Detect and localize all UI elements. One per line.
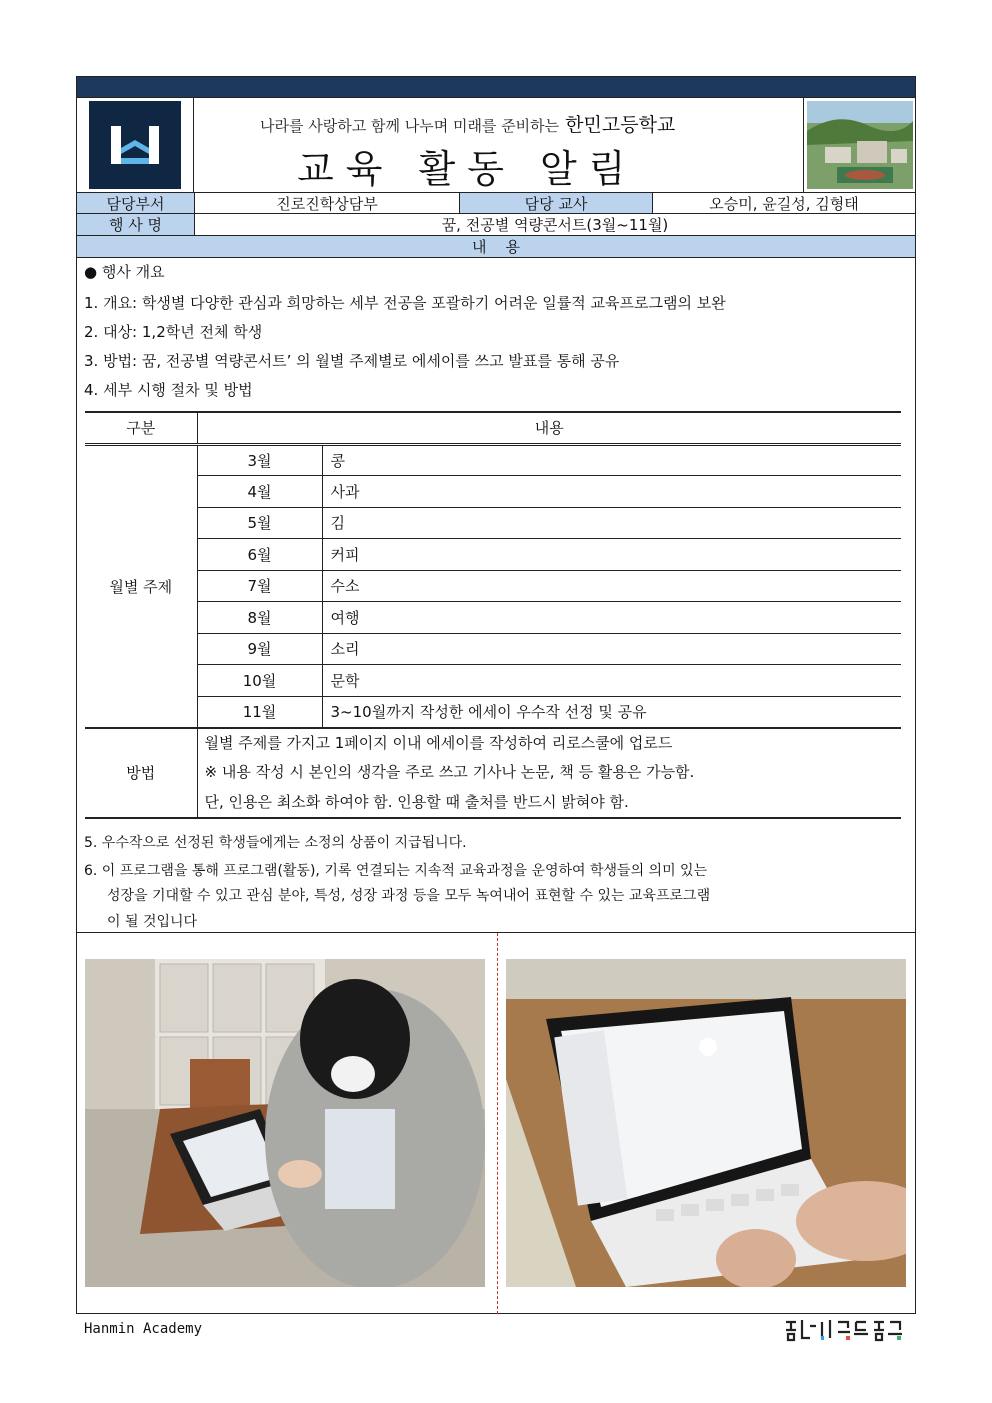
footer-school-logo <box>784 1316 908 1346</box>
month-cell: 5월 <box>197 507 322 539</box>
plan-table <box>85 411 901 819</box>
event-label: 행 사 명 <box>77 214 194 235</box>
school-name: 한민고등학교 <box>565 114 676 136</box>
month-cell: 8월 <box>197 602 322 634</box>
topic-cell: 커피 <box>322 539 901 571</box>
top-bar <box>77 77 915 97</box>
teacher-value: 오승미, 윤길성, 김형태 <box>652 193 915 213</box>
method-label: 방법 <box>126 764 156 783</box>
monthly-label: 월별 주제 <box>85 444 197 728</box>
event-value: 꿈, 전공별 역량콘서트(3월~11월) <box>194 214 915 235</box>
method-content <box>197 728 901 819</box>
activity-photo-2 <box>506 959 906 1287</box>
method-line-2: ※ 내용 작성 시 본인의 생각을 주로 쓰고 기사나 논문, 책 등 활용은 가능함. <box>204 763 695 781</box>
slogan: 나라를 사랑하고 함께 나누며 미래를 준비하는 한민고등학교 <box>260 114 676 136</box>
header <box>77 97 915 193</box>
month-cell: 3월 <box>197 444 322 476</box>
dept-label: 담당부서 <box>77 193 194 213</box>
content-header-row <box>77 236 915 258</box>
overview-item-4: 4. 세부 시행 절차 및 방법 <box>84 381 253 399</box>
page-title: 교육 활동 알림 <box>297 147 638 191</box>
topic-cell: 소리 <box>322 633 901 665</box>
info-row-1 <box>77 193 915 214</box>
content-label: 내 용 <box>471 238 521 256</box>
method-line-1: 월별 주제를 가지고 1페이지 이내 에세이를 작성하여 리로스쿨에 업로드 <box>204 733 673 752</box>
month-cell: 4월 <box>197 476 322 508</box>
topic-cell: 콩 <box>322 444 901 476</box>
month-cell: 7월 <box>197 570 322 602</box>
topic-cell: 사과 <box>322 476 901 508</box>
topic-cell: 수소 <box>322 570 901 602</box>
logo-cell <box>77 98 194 192</box>
month-cell: 10월 <box>197 665 322 697</box>
overview-item-2: 2. 대상: 1,2학년 전체 학생 <box>84 323 263 341</box>
note-5: 5. 우수작으로 선정된 학생들에게는 소정의 상품이 지급됩니다. <box>84 835 467 851</box>
campus-photo <box>807 101 913 189</box>
dept-value: 진로진학상담부 <box>194 193 459 213</box>
overview-heading: ● 행사 개요 <box>84 263 165 281</box>
footer-text: Hanmin Academy <box>84 1321 203 1337</box>
photo-section-divider <box>77 932 915 933</box>
col-content-header: 내용 <box>197 412 901 444</box>
overview-item-3: 3. 방법: 꿈, 전공별 역량콘서트’ 의 월별 주제별로 에세이를 쓰고 발표를 통해 공유 <box>84 352 620 370</box>
month-cell: 9월 <box>197 633 322 665</box>
overview-item-1: 1. 개요: 학생별 다양한 관심과 희망하는 세부 전공을 포괄하기 어려운 일률적 교육프로그램의 보완 <box>84 294 726 312</box>
note-6-line-3: 이 될 것입니다 <box>107 914 198 930</box>
topic-cell: 3~10월까지 작성한 에세이 우수작 선정 및 공유 <box>322 696 901 728</box>
topic-cell: 여행 <box>322 602 901 634</box>
notice-frame <box>76 76 916 1314</box>
campus-photo-cell <box>803 98 915 192</box>
photo-dashed-divider <box>497 933 498 1314</box>
method-line-3: 단, 인용은 최소화 하여야 함. 인용할 때 출처를 반드시 밝혀야 함. <box>204 792 629 811</box>
month-cell: 6월 <box>197 539 322 571</box>
note-6-line-2: 성장을 기대할 수 있고 관심 분야, 특성, 성장 과정 등을 모두 녹여내어 표현할 수 있는 교육프로그램 <box>107 888 711 904</box>
school-logo <box>89 101 181 189</box>
month-cell: 11월 <box>197 696 322 728</box>
info-row-2 <box>77 214 915 236</box>
topic-cell: 문학 <box>322 665 901 697</box>
activity-photo-1 <box>85 959 485 1287</box>
topic-cell: 김 <box>322 507 901 539</box>
col-category-header: 구분 <box>126 419 156 438</box>
note-6-line-1: 6. 이 프로그램을 통해 프로그램(활동), 기록 연결되는 지속적 교육과정을 운영하여 학생들의 의미 있는 <box>84 863 708 879</box>
teacher-label: 담당 교사 <box>459 193 652 213</box>
